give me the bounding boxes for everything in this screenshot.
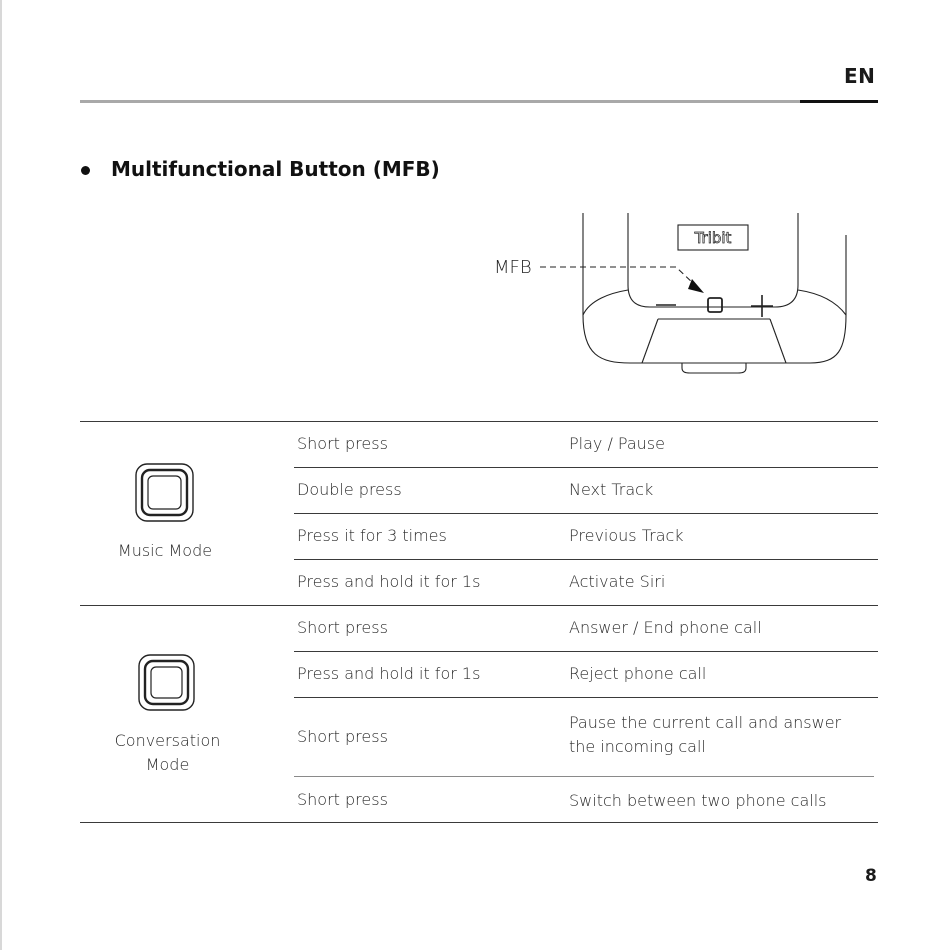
table-row-result: Switch between two phone calls xyxy=(569,791,827,810)
header-rule xyxy=(80,100,800,103)
mode-divider xyxy=(80,605,878,606)
table-row-action: Press and hold it for 1s xyxy=(297,572,481,591)
table-row-action: Double press xyxy=(297,480,402,499)
row-divider xyxy=(294,467,878,468)
row-divider xyxy=(294,651,878,652)
row-divider xyxy=(294,776,874,777)
table-row-result: Play / Pause xyxy=(569,434,665,453)
table-row-result-line2: the incoming call xyxy=(569,737,706,756)
row-divider xyxy=(294,559,878,560)
music-mode-label: Music Mode xyxy=(117,541,213,560)
bullet-icon xyxy=(81,166,90,175)
table-row-result: Reject phone call xyxy=(569,664,707,683)
table-row-action: Press it for 3 times xyxy=(297,526,447,545)
row-divider xyxy=(294,697,878,698)
brand-logo: Tribit xyxy=(694,229,732,247)
header-rule-accent xyxy=(800,100,878,103)
square-button-icon xyxy=(138,654,195,711)
table-bottom-rule xyxy=(80,822,878,823)
table-row-result: Next Track xyxy=(569,480,654,499)
table-top-rule xyxy=(80,421,878,422)
table-row-action: Short press xyxy=(297,618,388,637)
conversation-mode-label-line2: Mode xyxy=(145,755,190,774)
table-row-action: Short press xyxy=(297,727,388,746)
speaker-illustration xyxy=(480,205,860,380)
table-row-action: Short press xyxy=(297,790,388,809)
table-row-result xyxy=(569,711,841,759)
table-row-result: Previous Track xyxy=(569,526,684,545)
section-title: Multifunctional Button (MFB) xyxy=(111,157,440,181)
page-edge xyxy=(0,0,2,950)
conversation-mode-label xyxy=(105,729,230,777)
table-row-result: Answer / End phone call xyxy=(569,618,762,637)
language-label: EN xyxy=(844,64,876,88)
table-row-action: Short press xyxy=(297,434,388,453)
mfb-callout-label: MFB xyxy=(494,257,532,278)
table-row-action: Press and hold it for 1s xyxy=(297,664,481,683)
square-button-icon xyxy=(135,463,194,522)
page-number: 8 xyxy=(865,866,877,886)
table-row-result-line1: Pause the current call and answer xyxy=(569,713,842,732)
row-divider xyxy=(294,513,878,514)
conversation-mode-label-line1: Conversation xyxy=(114,731,221,750)
table-row-result: Activate Siri xyxy=(569,572,666,591)
